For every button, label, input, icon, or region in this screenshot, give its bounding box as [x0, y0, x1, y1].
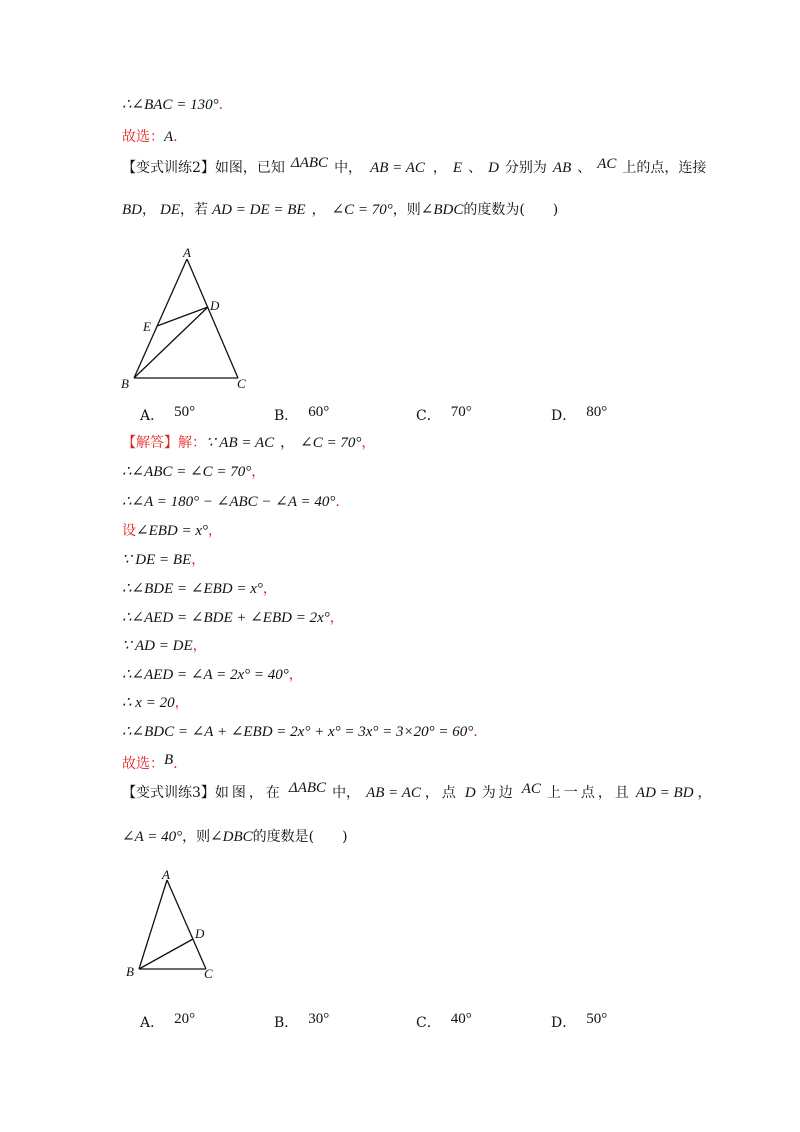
- option-letter: C．: [416, 408, 441, 424]
- q3-math: AB = AC: [366, 785, 421, 801]
- q2-text: 中，: [334, 160, 363, 176]
- triangle-figure-1: [110, 240, 260, 395]
- fig1-side-ac: [187, 259, 238, 378]
- red-period: .: [473, 724, 478, 740]
- conclusion-math: ∴∠BAC = 130°: [122, 97, 219, 113]
- step-math: ∴∠BDC = ∠A + ∠EBD = 2x° + x° = 3x° = 3×20° = 60°: [122, 724, 474, 740]
- solution-step-3: [122, 521, 222, 541]
- conclusion-line: [122, 95, 223, 115]
- option-letter: B．: [274, 1015, 299, 1031]
- fig1-label-d: D: [210, 298, 220, 313]
- option-value: 80°: [586, 404, 608, 420]
- triangle-figure-2: [115, 866, 225, 986]
- q2-math: E: [452, 160, 463, 176]
- option-letter: A．: [140, 408, 165, 424]
- step-prefix: 设: [122, 523, 136, 539]
- question-3-tag: 【变式训练3】: [122, 785, 215, 801]
- fig1-label-b: B: [121, 376, 129, 391]
- q2-math: AB: [552, 160, 572, 176]
- question-2-line-2: [122, 200, 558, 220]
- q3-math: ∠DBC: [210, 829, 253, 845]
- q3-text: 中，: [332, 785, 361, 801]
- q2-math: BD: [122, 202, 142, 218]
- solution-step-9: [122, 693, 189, 713]
- solution-text: 解：: [178, 435, 206, 451]
- option-value: 30°: [308, 1011, 330, 1027]
- q3-option-b[interactable]: [274, 1013, 329, 1033]
- q3-text: 上一点，且: [546, 785, 632, 801]
- q3-text: ，则: [182, 829, 211, 845]
- fig2-label-d: D: [195, 926, 205, 941]
- step-math: ∵ AD = DE: [122, 638, 193, 654]
- solution-step-6: [122, 608, 344, 628]
- step-math: ∴∠BDE = ∠EBD = x°: [122, 581, 263, 597]
- q2-text: ，则: [392, 202, 421, 218]
- q2-option-d[interactable]: [551, 406, 607, 426]
- option-letter: A．: [140, 1015, 165, 1031]
- q3-option-d[interactable]: [551, 1013, 607, 1033]
- red-comma: ，: [262, 581, 277, 597]
- q2-option-a[interactable]: [140, 406, 195, 426]
- q3-text: 如图，在: [214, 785, 283, 801]
- q2-math: AB = AC: [370, 160, 425, 176]
- solution-math: ∠C = 70°: [300, 435, 362, 451]
- q2-text: ，: [142, 202, 156, 218]
- q2-text: 分别为: [504, 160, 547, 176]
- q2-math: AC: [597, 156, 617, 172]
- option-letter: B．: [274, 408, 299, 424]
- q2-text: 的度数为( ): [463, 202, 559, 218]
- fig2-label-c: C: [204, 966, 213, 981]
- red-comma: ，: [208, 523, 223, 539]
- solution-tag: 【解答】: [122, 435, 178, 451]
- step-math: ∠EBD = x°: [136, 523, 209, 539]
- q2-math: AD = DE = BE: [212, 202, 306, 218]
- question-2-line-1: [122, 155, 707, 178]
- answer-prefix: 故选：: [122, 756, 164, 772]
- red-comma: ，: [329, 610, 344, 626]
- option-value: 70°: [450, 404, 472, 420]
- solution-step-8: [122, 665, 303, 685]
- answer-line-1: [122, 127, 178, 147]
- answer-line-2: [122, 754, 178, 774]
- option-value: 20°: [174, 1011, 196, 1027]
- q2-math: D: [488, 160, 499, 176]
- q2-text: ，若: [180, 202, 208, 218]
- red-comma: ，: [174, 695, 189, 711]
- red-period: .: [335, 494, 340, 510]
- solution-text: ，: [280, 435, 295, 451]
- option-value: 50°: [586, 1011, 608, 1027]
- step-math: ∴∠AED = ∠BDE + ∠EBD = 2x°: [122, 610, 330, 626]
- q2-option-c[interactable]: [416, 406, 472, 426]
- fig1-label-a: A: [183, 245, 191, 260]
- q2-math: DE: [160, 202, 180, 218]
- solution-step-5: [122, 579, 277, 599]
- option-value: 60°: [308, 404, 330, 420]
- fig2-label-a: A: [162, 867, 170, 882]
- step-math: ∵ DE = BE: [122, 552, 192, 568]
- question-2-tag: 【变式训练2】: [122, 160, 215, 176]
- fig1-segment-bd: [134, 307, 208, 378]
- fig1-side-ab: [134, 259, 187, 378]
- q2-text: ，: [432, 160, 447, 176]
- red-comma: ，: [251, 464, 266, 480]
- step-math: ∴ x = 20: [122, 695, 175, 711]
- step-math: ∴∠A = 180° − ∠ABC − ∠A = 40°: [122, 494, 336, 510]
- step-math: ∴∠AED = ∠A = 2x° = 40°: [122, 667, 289, 683]
- q2-math: ∠C = 70°: [331, 202, 393, 218]
- q2-math: ∠BDC: [420, 202, 464, 218]
- option-letter: D．: [551, 1015, 577, 1031]
- fig1-label-c: C: [237, 376, 246, 391]
- answer-prefix: 故选：: [122, 129, 164, 145]
- q3-text: ，点: [424, 785, 459, 801]
- red-comma: ，: [192, 638, 207, 654]
- red-period: .: [173, 129, 178, 145]
- solution-header: [122, 433, 375, 453]
- q3-math: ∠A = 40°: [122, 829, 183, 845]
- question-3-line-1: [122, 780, 712, 803]
- q2-text: 、: [577, 160, 592, 176]
- q3-option-a[interactable]: [140, 1013, 195, 1033]
- red-period: .: [218, 97, 224, 113]
- question-3-line-2: [122, 827, 348, 847]
- q3-text: ，: [697, 785, 712, 801]
- q3-text: 为边: [481, 785, 516, 801]
- fig1-label-e: E: [143, 319, 151, 334]
- red-comma: ，: [191, 552, 206, 568]
- red-comma: ，: [361, 435, 376, 451]
- solution-step-1: [122, 462, 265, 482]
- solution-step-4: [122, 550, 205, 570]
- solution-math: ∵ AB = AC: [206, 435, 275, 451]
- q3-math: ΔABC: [288, 780, 327, 796]
- answer-choice: B: [164, 752, 174, 768]
- q2-text: 、: [468, 160, 483, 176]
- step-math: ∴∠ABC = ∠C = 70°: [122, 464, 252, 480]
- q2-option-b[interactable]: [274, 406, 329, 426]
- solution-step-2: [122, 492, 340, 512]
- q2-text: 如图，已知: [214, 160, 285, 176]
- red-comma: ，: [288, 667, 303, 683]
- q2-text: ，: [311, 202, 326, 218]
- q2-math: ΔABC: [290, 155, 329, 171]
- q3-math: AD = BD: [635, 785, 694, 801]
- option-letter: C．: [416, 1015, 441, 1031]
- q3-math: AC: [521, 781, 541, 797]
- red-period: .: [173, 756, 178, 772]
- q3-option-c[interactable]: [416, 1013, 472, 1033]
- q3-math: D: [464, 785, 476, 801]
- q2-text: 上的点，连接: [622, 160, 707, 176]
- q3-text: 的度数是( ): [252, 829, 348, 845]
- option-letter: D．: [551, 408, 577, 424]
- fig2-label-b: B: [126, 964, 134, 979]
- solution-step-10: [122, 722, 478, 742]
- solution-step-7: [122, 636, 207, 656]
- option-value: 40°: [450, 1011, 472, 1027]
- fig2-side-ac: [167, 880, 206, 969]
- answer-choice: A: [164, 129, 174, 145]
- option-value: 50°: [174, 404, 196, 420]
